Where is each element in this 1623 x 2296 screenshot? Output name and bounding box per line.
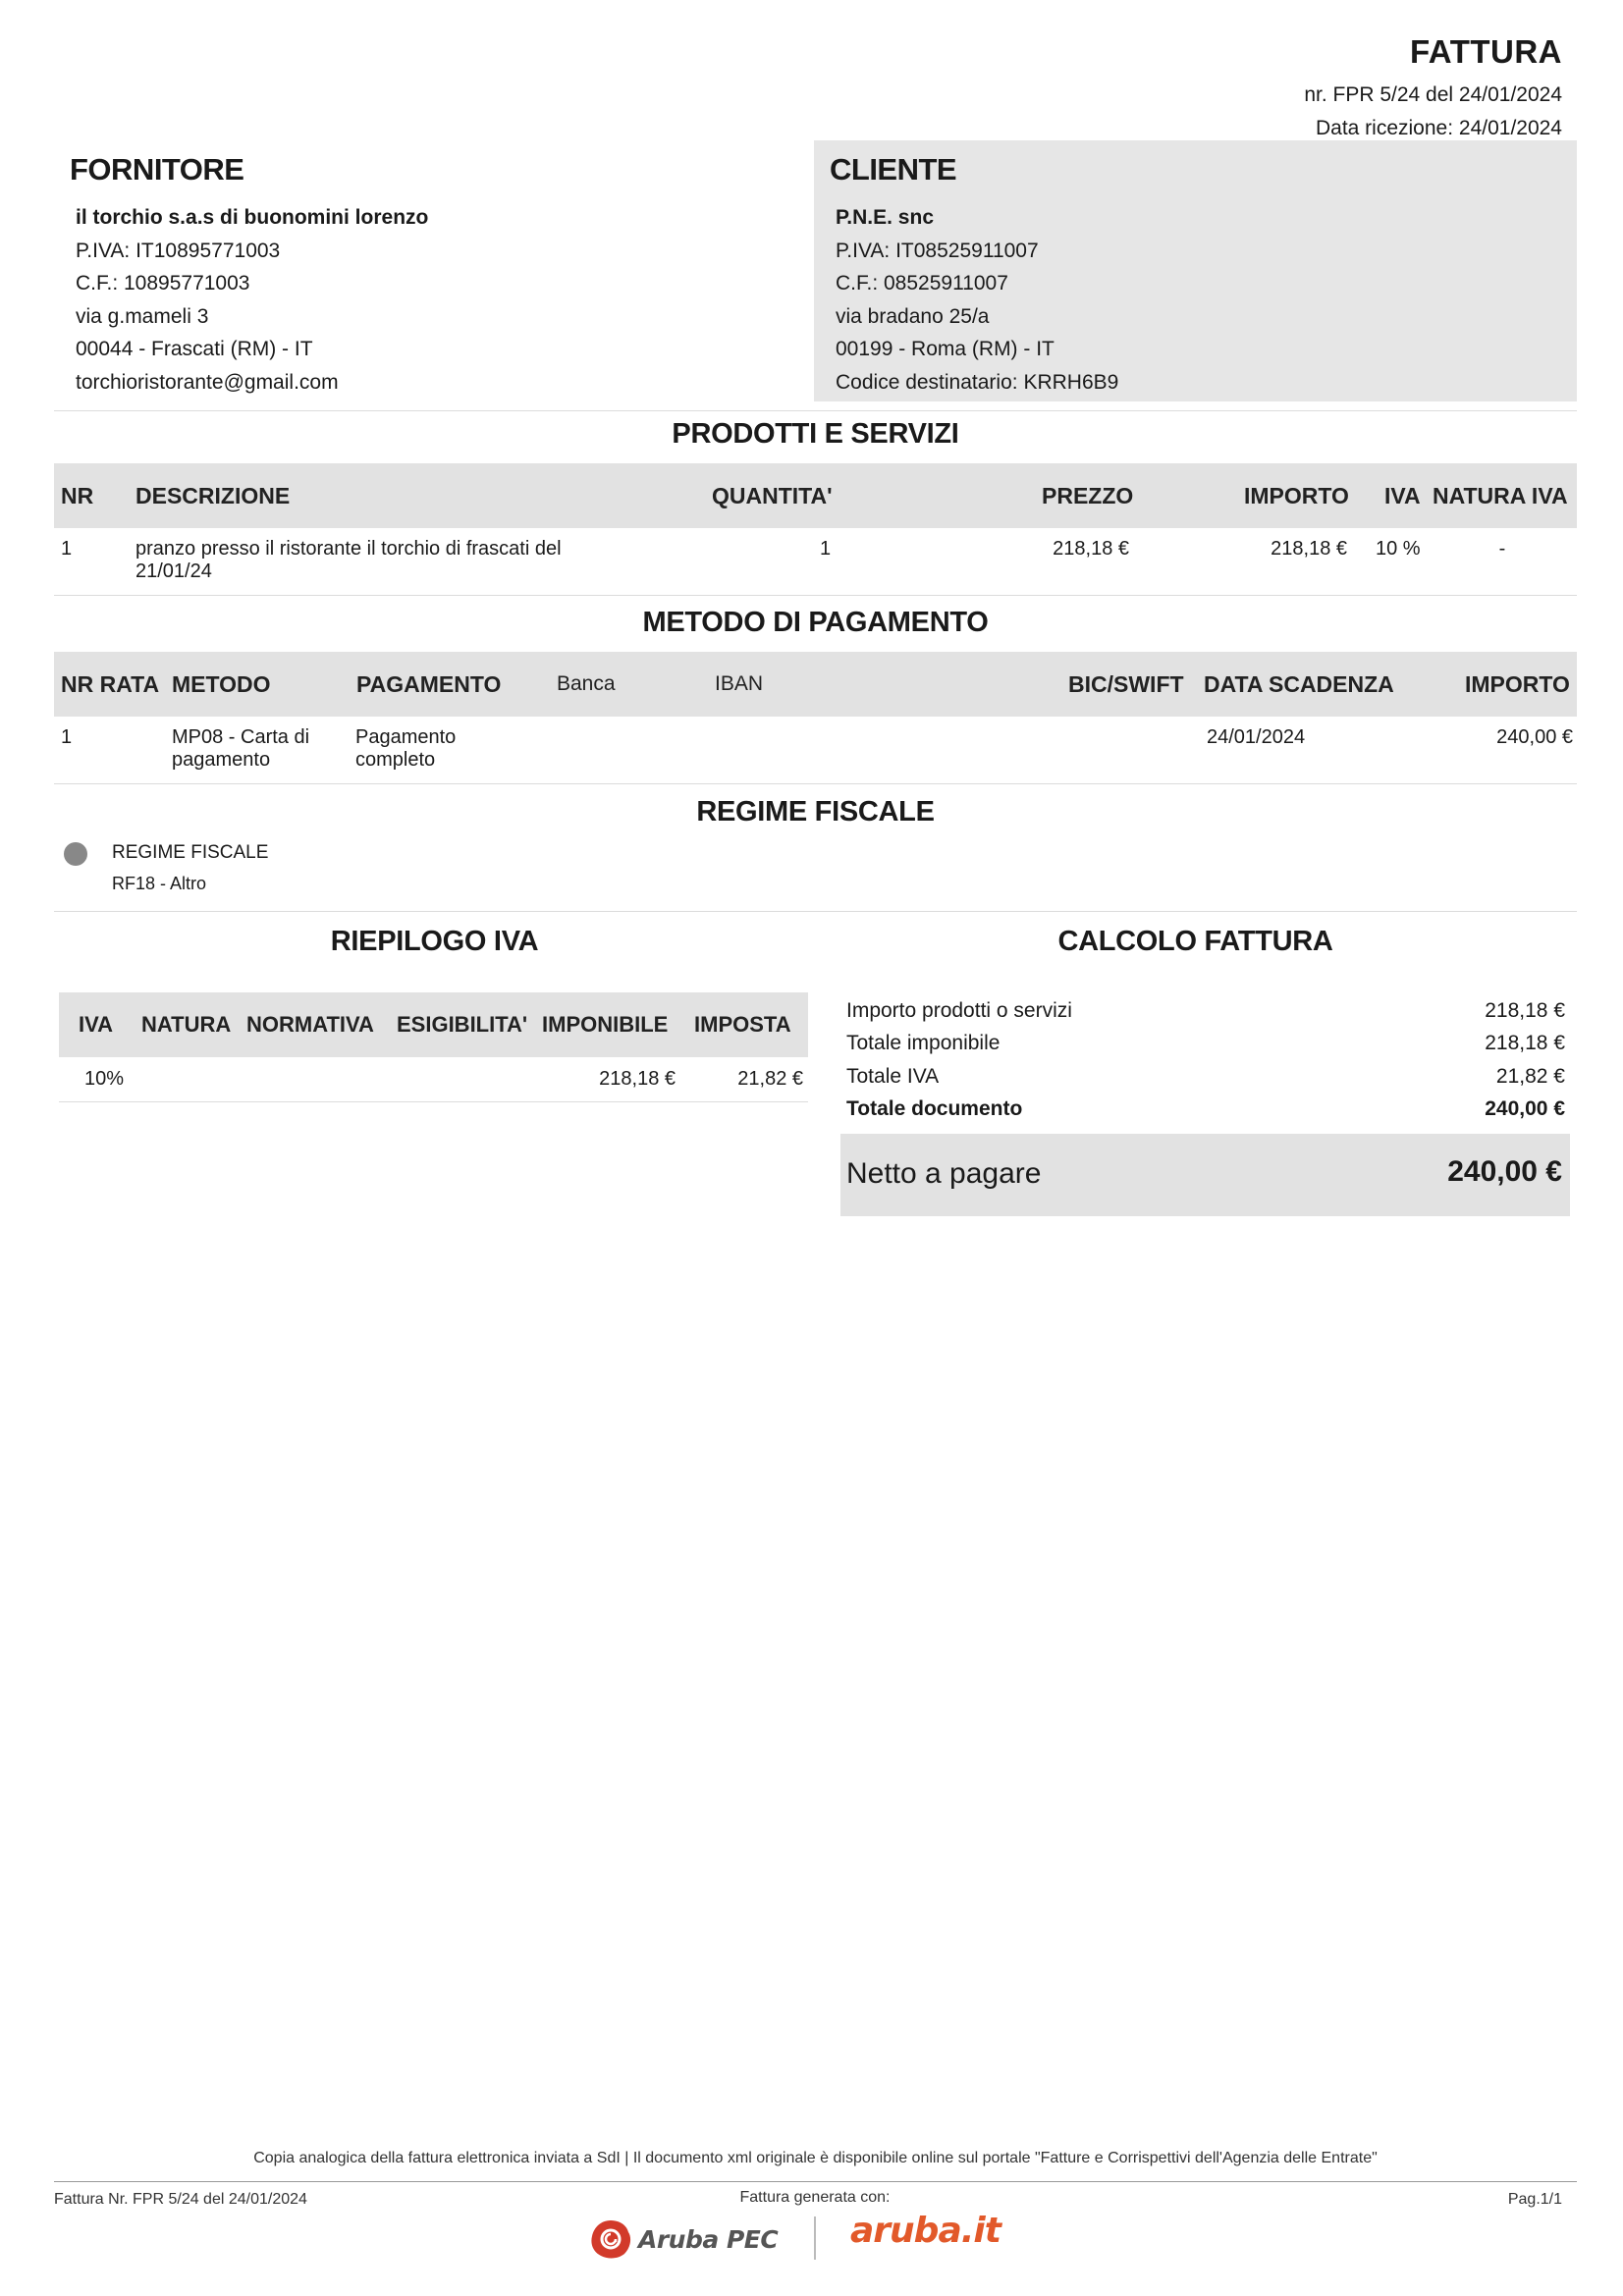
col-bic: BIC/SWIFT — [1068, 671, 1184, 697]
netto-value: 240,00 € — [1447, 1155, 1562, 1188]
supplier-piva: P.IVA: IT10895771003 — [76, 239, 281, 262]
col-imposta: IMPOSTA — [694, 1012, 791, 1037]
col-descrizione: DESCRIZIONE — [135, 483, 291, 508]
calc-value: 218,18 € — [1485, 1032, 1565, 1054]
divider — [54, 911, 1577, 912]
aruba-pec-wordmark: Aruba PEC — [638, 2224, 779, 2254]
col-importo-pagamento: IMPORTO — [1465, 671, 1570, 697]
products-title: PRODOTTI E SERVIZI — [672, 418, 959, 450]
col-nr-rata: NR RATA — [61, 671, 160, 697]
supplier-address: via g.mameli 3 — [76, 304, 209, 328]
col-quantita: QUANTITA' — [712, 483, 833, 508]
divider — [54, 595, 1577, 596]
pay-pagamento-1: Pagamento — [355, 726, 457, 748]
col-natura-iva: NATURA IVA — [1433, 483, 1568, 508]
vat-iva: 10% — [84, 1068, 125, 1090]
footer-page: Pag.1/1 — [1507, 2191, 1562, 2208]
col-nr: NR — [61, 483, 94, 508]
footer-divider — [54, 2181, 1577, 2182]
col-banca: Banca — [557, 672, 616, 695]
calc-label: Importo prodotti o servizi — [846, 999, 1072, 1022]
client-city: 00199 - Roma (RM) - IT — [836, 338, 1055, 360]
col-normativa: NORMATIVA — [246, 1012, 374, 1037]
row-iva: 10 % — [1376, 538, 1421, 560]
vat-summary-title: RIEPILOGO IVA — [330, 926, 539, 957]
col-pagamento: PAGAMENTO — [356, 671, 502, 697]
calc-value: 21,82 € — [1495, 1065, 1565, 1088]
row-natura: - — [1498, 538, 1506, 560]
calc-title: CALCOLO FATTURA — [1057, 926, 1333, 957]
col-natura: NATURA — [141, 1012, 232, 1037]
col-esigibilita: ESIGIBILITA' — [397, 1012, 528, 1037]
calc-value: 240,00 € — [1485, 1097, 1565, 1120]
client-address: via bradano 25/a — [836, 304, 990, 328]
calc-value: 218,18 € — [1485, 999, 1565, 1022]
calc-label: Totale IVA — [846, 1065, 940, 1088]
bullet-icon — [64, 842, 87, 866]
invoice-header — [1304, 33, 1562, 145]
client-recipient-code: Codice destinatario: KRRH6B9 — [836, 370, 1119, 394]
products-table-header — [54, 463, 1577, 528]
payment-table-header — [54, 652, 1577, 717]
netto-label: Netto a pagare — [846, 1157, 1042, 1190]
client-name: P.N.E. snc — [836, 206, 934, 229]
col-metodo: METODO — [172, 671, 271, 697]
col-imponibile: IMPONIBILE — [542, 1012, 669, 1037]
invoice-title: FATTURA — [1409, 33, 1562, 70]
pay-importo: 240,00 € — [1496, 726, 1573, 748]
row-prezzo: 218,18 € — [1053, 538, 1129, 560]
col-iban: IBAN — [715, 672, 764, 695]
supplier-heading: FORNITORE — [70, 152, 244, 187]
reception-date: Data ricezione: 24/01/2024 — [1315, 117, 1562, 139]
aruba-pec-seal-icon — [589, 2218, 632, 2260]
col-importo: IMPORTO — [1244, 483, 1349, 508]
client-box — [814, 140, 1577, 401]
supplier-name: il torchio s.a.s di buonomini lorenzo — [76, 206, 429, 229]
vat-imponibile: 218,18 € — [599, 1068, 676, 1090]
calc-label: Totale documento — [846, 1097, 1023, 1120]
row-descrizione-2: 21/01/24 — [135, 561, 212, 582]
col-prezzo: PREZZO — [1042, 483, 1134, 508]
supplier-cf: C.F.: 10895771003 — [76, 272, 250, 294]
row-nr: 1 — [61, 538, 73, 560]
pay-pagamento-2: completo — [355, 749, 436, 771]
client-piva: P.IVA: IT08525911007 — [836, 239, 1039, 262]
pay-scadenza: 24/01/2024 — [1207, 726, 1306, 748]
row-importo: 218,18 € — [1271, 538, 1347, 560]
client-cf: C.F.: 08525911007 — [836, 272, 1008, 294]
divider — [54, 410, 1577, 411]
vat-summary-header — [59, 992, 808, 1057]
pay-metodo-2: pagamento — [172, 749, 271, 771]
netto-box — [840, 1134, 1570, 1216]
footer-note: Copia analogica della fattura elettronica inviata a SdI | Il documento xml originale è disponibile online sul portale "Fatture e Corrispettivi dell'Agenzia delle Entrate" — [253, 2150, 1378, 2166]
invoice-number: nr. FPR 5/24 del 24/01/2024 — [1304, 83, 1562, 106]
logo-separator — [814, 2216, 816, 2260]
pay-metodo-1: MP08 - Carta di — [172, 726, 310, 748]
pay-nr-rata: 1 — [61, 726, 73, 748]
vat-imposta: 21,82 € — [737, 1068, 803, 1090]
aruba-pec-logo — [589, 2218, 778, 2260]
divider — [59, 1101, 808, 1102]
regime-label: REGIME FISCALE — [112, 842, 269, 863]
footer-invoice-ref: Fattura Nr. FPR 5/24 del 24/01/2024 — [54, 2191, 307, 2208]
supplier-city: 00044 - Frascati (RM) - IT — [76, 338, 313, 360]
row-descrizione-1: pranzo presso il ristorante il torchio di frascati del — [135, 538, 562, 560]
col-scadenza: DATA SCADENZA — [1204, 671, 1394, 697]
footer-generated-with: Fattura generata con: — [739, 2189, 891, 2206]
calc-label: Totale imponibile — [846, 1032, 1001, 1054]
regime-title: REGIME FISCALE — [696, 796, 935, 828]
supplier-box — [54, 140, 800, 401]
col-iva: IVA — [79, 1012, 114, 1037]
supplier-email[interactable]: torchioristorante@gmail.com — [76, 370, 339, 394]
client-heading: CLIENTE — [830, 152, 957, 187]
aruba-it-logo: aruba.it — [850, 2211, 1001, 2251]
row-quantita: 1 — [820, 538, 832, 560]
col-iva: IVA — [1384, 483, 1421, 508]
payment-title: METODO DI PAGAMENTO — [642, 607, 989, 638]
regime-value: RF18 - Altro — [112, 874, 207, 893]
divider — [54, 783, 1577, 784]
